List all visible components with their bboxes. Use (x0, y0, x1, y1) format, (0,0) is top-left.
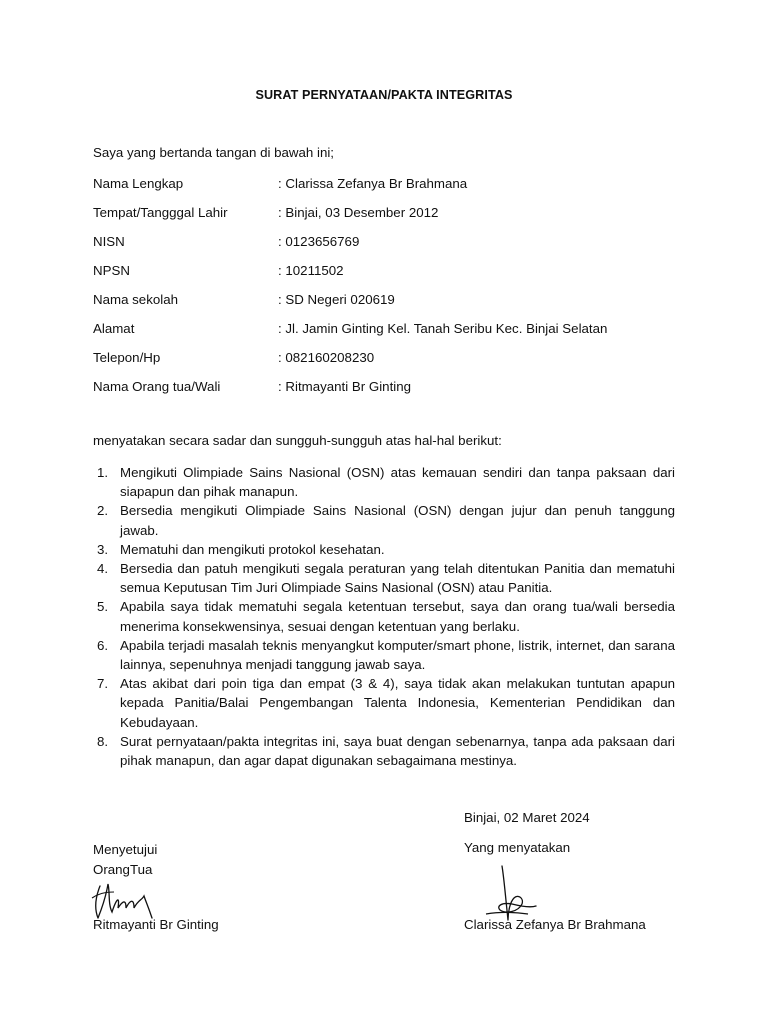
parent-signature (88, 878, 158, 922)
list-item (93, 636, 675, 674)
field-value: : SD Negeri 020619 (278, 292, 395, 307)
list-number: 7. (97, 676, 109, 692)
field-value: : Binjai, 03 Desember 2012 (278, 205, 439, 220)
list-item (93, 559, 675, 597)
field-label: NPSN (93, 263, 130, 278)
approval-role: OrangTua (93, 862, 153, 877)
list-number: 5. (97, 599, 109, 615)
field-value: : 0123656769 (278, 234, 360, 249)
list-item (93, 674, 675, 732)
list-number: 4. (97, 561, 109, 577)
field-value: : 082160208230 (278, 350, 375, 365)
place-date: Binjai, 02 Maret 2024 (464, 810, 590, 825)
approval-block (93, 840, 157, 880)
list-number: 3. (97, 541, 109, 557)
field-label: Telepon/Hp (93, 350, 161, 365)
list-text: Mematuhi dan mengikuti protokol kesehatan. (120, 541, 385, 557)
field-value: : Clarissa Zefanya Br Brahmana (278, 176, 468, 191)
field-value: : Jl. Jamin Ginting Kel. Tanah Seribu Kec. Binjai Selatan (278, 321, 608, 336)
approval-label: Menyetujui (93, 842, 158, 857)
field-label: Nama Orang tua/Wali (93, 379, 221, 394)
student-signature (478, 862, 548, 924)
field-label: Nama Lengkap (93, 176, 184, 191)
list-text: Apabila saya tidak mematuhi segala ketentuan tersebut, saya dan orang tua/wali bersedia menerima konsekwensinya, sesuai dengan ketentuan yang berlaku. (120, 599, 675, 634)
field-label: Nama sekolah (93, 292, 178, 307)
list-text: Mengikuti Olimpiade Sains Nasional (OSN) atas kemauan sendiri dan tanpa paksaan dari siapapun dan pihak manapun. (120, 465, 675, 500)
student-name: Clarissa Zefanya Br Brahmana (464, 917, 646, 932)
declaration-text: menyatakan secara sadar dan sungguh-sungguh atas hal-hal berikut: (93, 433, 502, 448)
list-number: 2. (97, 503, 109, 519)
list-number: 6. (97, 637, 109, 653)
field-label: Tempat/Tangggal Lahir (93, 205, 228, 220)
list-text: Bersedia dan patuh mengikuti segala peraturan yang telah ditentukan Panitia dan mematuhi semua Keputusan Tim Juri Olimpiade Sains Nasional (OSN) atau Panitia. (120, 561, 675, 596)
parent-name: Ritmayanti Br Ginting (93, 917, 219, 932)
field-value: : 10211502 (278, 263, 344, 278)
list-item (93, 501, 675, 539)
list-item (93, 732, 675, 770)
list-item (93, 463, 675, 501)
statement-list (93, 463, 675, 770)
list-item (93, 540, 675, 559)
list-number: 1. (97, 465, 109, 480)
list-text: Apabila terjadi masalah teknis menyangkut komputer/smart phone, listrik, internet, dan sarana lainnya, sepenuhnya menjadi tanggung jawab saya. (120, 637, 675, 673)
intro-text: Saya yang bertanda tangan di bawah ini; (93, 145, 334, 160)
field-label: NISN (93, 234, 125, 249)
declarer-label: Yang menyatakan (464, 840, 571, 855)
list-text: Bersedia mengikuti Olimpiade Sains Nasional (OSN) dengan jujur dan penuh tanggung jawab. (120, 503, 675, 538)
list-number: 8. (97, 733, 109, 749)
list-text: Atas akibat dari poin tiga dan empat (3 & 4), saya tidak akan melakukan tuntutan apapun kepada Panitia/Balai Pengembangan Talenta Indonesia, Kementerian Pendidikan dan Kebudayaan. (120, 676, 675, 730)
list-text: Surat pernyataan/pakta integritas ini, saya buat dengan sebenarnya, tanpa ada paksaan dari pihak manapun, dan agar dapat digunakan sebagaimana mestinya. (120, 733, 675, 769)
document-title: SURAT PERNYATAAN/PAKTA INTEGRITAS (255, 88, 513, 102)
list-item (93, 597, 675, 635)
field-value: : Ritmayanti Br Ginting (278, 379, 412, 394)
field-label: Alamat (93, 321, 135, 336)
